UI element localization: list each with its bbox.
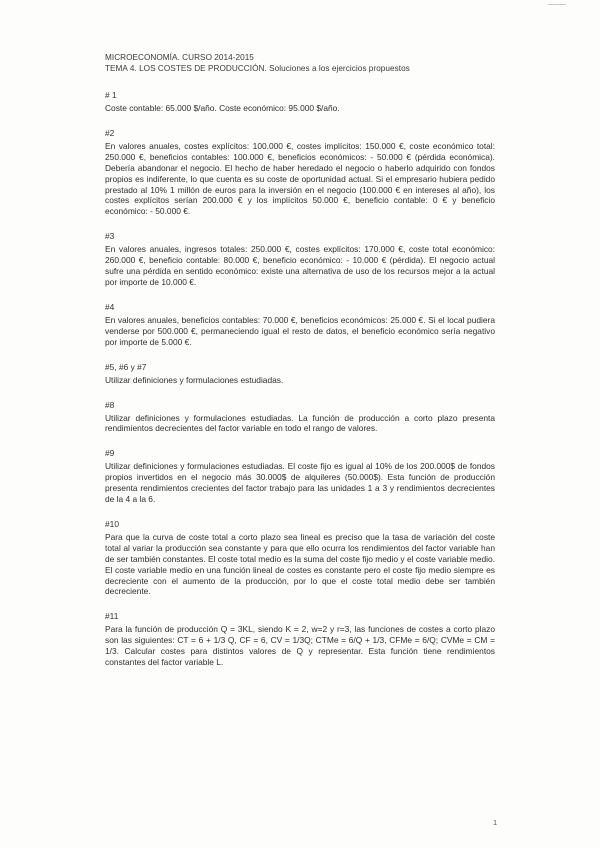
course-title: MICROECONOMÍA. CURSO 2014-2015 xyxy=(105,53,254,62)
solution-8 xyxy=(105,400,495,435)
solution-text: Para la función de producción Q = 3KL, siendo K = 2, w=2 y r=3, las funciones de costes a corto plazo son las siguientes: CT = 6 + 1/3 Q, CF = 6, CV = 1/3Q; CTMe = 6/Q + 1/3, CFMe = 6/Q; CVMe = CM = 1/3. Calcular costes para distintos valores de Q y representar. Esta función tiene rendimientos constantes del factor variable L. xyxy=(105,624,495,668)
solution-1 xyxy=(105,90,495,114)
exercise-number: #9 xyxy=(105,448,115,459)
solution-10 xyxy=(105,519,495,597)
solution-5-6-7 xyxy=(105,362,495,386)
exercise-number: #4 xyxy=(105,301,115,312)
page-number: 1 xyxy=(493,818,498,827)
exercise-number: # 1 xyxy=(105,90,117,100)
exercise-number: #5, #6 y #7 xyxy=(105,361,147,372)
solution-11 xyxy=(105,611,495,668)
exercise-number: #3 xyxy=(105,231,115,242)
scan-mark xyxy=(548,4,566,5)
solution-4 xyxy=(105,302,495,348)
exercise-number: #8 xyxy=(105,399,115,410)
solution-text: Para que la curva de coste total a corto plazo sea lineal es preciso que la tasa de variación del coste total al variar la producción sea constante y para que ello ocurra los rendimientos del factor variable han de ser también constantes. El coste total medio es la suma del coste fijo medio y el coste variable medio. El coste variable medio en una función lineal de costes es constante pero el coste fijo medio siempre es decreciente con el aumento de la producción, por lo que el coste total medio debe ser también decreciente. xyxy=(105,531,495,597)
solution-2 xyxy=(105,128,495,217)
exercise-number: #11 xyxy=(105,611,119,622)
solutions-body xyxy=(105,90,495,668)
solution-text: En valores anuales, beneficios contables: 70.000 €, beneficios económicos: 25.000 €. Si el local pudiera venderse por 500.000 €, permaneciendo igual el resto de datos, el beneficio económico sería negativo por importe de 5.000 €. xyxy=(105,314,495,347)
solution-text: Coste contable: 65.000 $/año. Coste económico: 95.000 $/año. xyxy=(105,103,340,113)
solution-text: Utilizar definiciones y formulaciones estudiadas. El coste fijo es igual al 10% de los 200.000$ de fondos propios invertidos en el negocio más 30.000$ de alquileres (50.000$). Esta función de producción presenta rendimientos crecientes del factor trabajo para las unidades 1 a 3 y rendimientos decrecientes de la 4 a la 6. xyxy=(105,461,495,505)
exercise-number: #10 xyxy=(105,518,119,529)
solution-text: En valores anuales, costes explícitos: 100.000 €, costes implícitos: 150.000 €, coste económico total: 250.000 €, beneficios contables: 100.000 €, beneficios económicos: - 50.000 € (pérdida económica). Debería abandonar el negocio. El hecho de haber heredado el negocio o haberlo adquirido con fondos propios es indiferente, lo que cuenta es su coste de oportunidad actual. Si el empresario hubiera pedido prestado al 10% 1 millón de euros para la inversión en el negocio (100.000 € en intereses al año), los costes explícitos serían 200.000 € y los implícitos 50.000 €, beneficio contable: 0 € y beneficio económico: - 50.000 €. xyxy=(105,140,495,217)
topic-title: TEMA 4. LOS COSTES DE PRODUCCIÓN. Soluciones a los ejercicios propuestos xyxy=(105,64,410,73)
exercise-number: #2 xyxy=(105,127,115,138)
document-header xyxy=(105,52,495,74)
solution-9 xyxy=(105,448,495,505)
solution-3 xyxy=(105,231,495,288)
solution-text: En valores anuales, ingresos totales: 250.000 €, costes explícitos: 170.000 €, coste total económico: 260.000 €, beneficio contable: 80.000 €, beneficio económico: - 10.000 € (pérdida). El negocio actual sufre una pérdida en sentido económico: existe una alternativa de uso de los recursos mejor a la actual por importe de 10.000 €. xyxy=(105,244,495,287)
solution-text: Utilizar definiciones y formulaciones estudiadas. La función de producción a corto plazo presenta rendimientos decrecientes del factor variable en todo el rango de valores. xyxy=(105,412,495,434)
solution-text: Utilizar definiciones y formulaciones estudiadas. xyxy=(105,374,284,385)
